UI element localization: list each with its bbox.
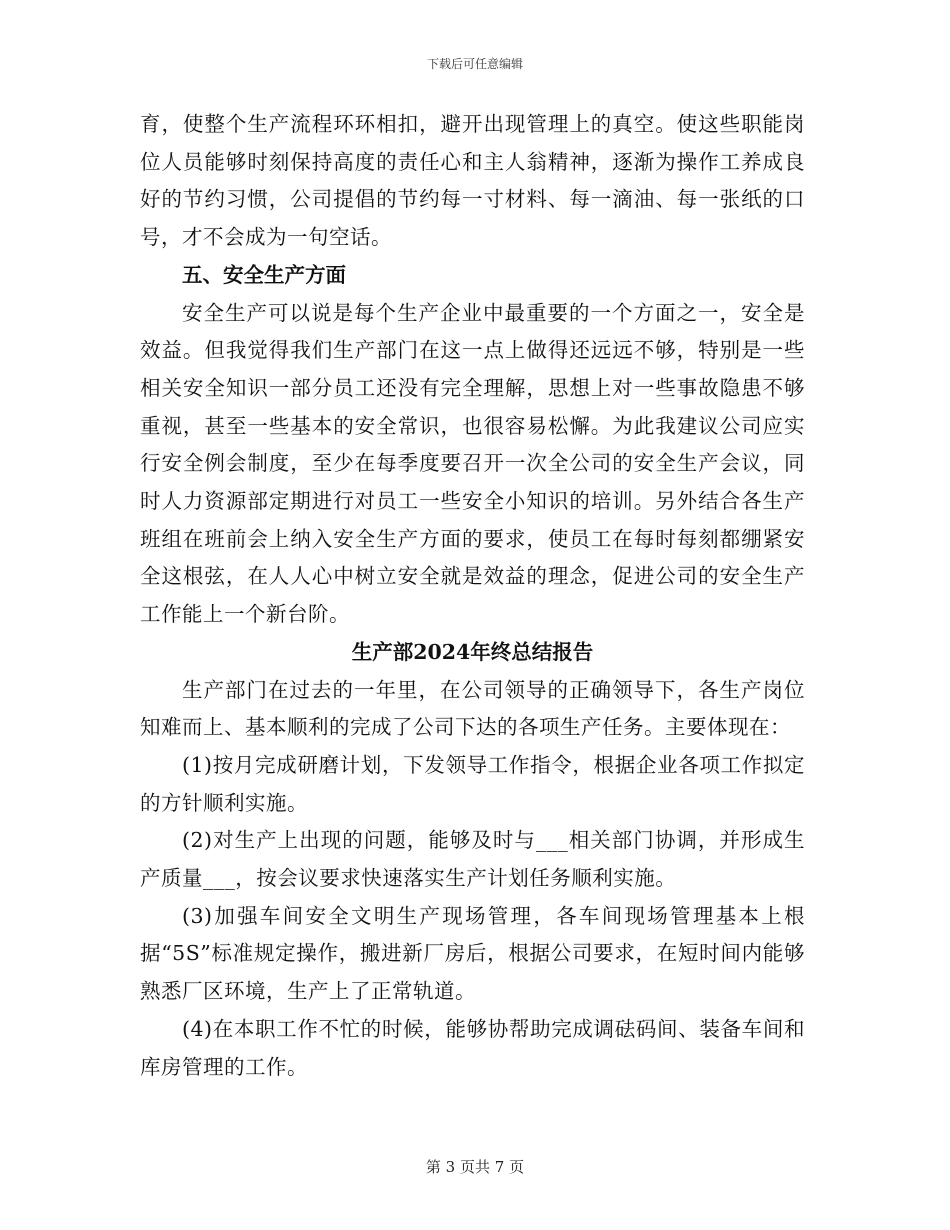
list-item-1: (1)按月完成研磨计划，下发领导工作指令，根据企业各项工作拟定的方针顺利实施。 — [140, 752, 805, 815]
list-item-4: (4)在本职工作不忙的时候，能够协帮助完成调砝码间、装备车间和库房管理的工作。 — [140, 1016, 805, 1079]
paragraph-continuation: 育，使整个生产流程环环相扣，避开出现管理上的真空。使这些职能岗位人员能够时刻保持高度的责任心和主人翁精神，逐渐为操作工养成良好的节约习惯，公司提倡的节约每一寸材料、每一滴油、每一张纸的口号，才不会成为一句空话。 — [140, 112, 805, 250]
page-number: 第 3 页共 7 页 — [425, 1158, 525, 1176]
page-header: 下载后可任意编辑 — [426, 57, 523, 71]
section-heading-safety: 五、安全生产方面 — [182, 262, 346, 287]
list-item-3: (3)加强车间安全文明生产现场管理，各车间现场管理基本上根据“5S”标准规定操作，搬进新厂房后，根据公司要求，在短时间内能够熟悉厂区环境，生产上了正常轨道。 — [140, 903, 805, 1004]
report-title: 生产部2024年终总结报告 — [351, 639, 594, 664]
list-item-2: (2)对生产上出现的问题，能够及时与___相关部门协调，并形成生产质量___，按会议要求快速落实生产计划任务顺利实施。 — [140, 828, 805, 891]
paragraph-intro: 生产部门在过去的一年里，在公司领导的正确领导下，各生产岗位知难而上、基本顺利的完成了公司下达的各项生产任务。主要体现在： — [140, 677, 805, 740]
paragraph-safety: 安全生产可以说是每个生产企业中最重要的一个方面之一，安全是效益。但我觉得我们生产部门在这一点上做得还远远不够，特别是一些相关安全知识一部分员工还没有完全理解，思想上对一些事故隐患不够重视，甚至一些基本的安全常识，也很容易松懈。为此我建议公司应实行安全例会制度，至少在每季度要召开一次全公司的安全生产会议，同时人力资源部定期进行对员工一些安全小知识的培训。另外结合各生产班组在班前会上纳入安全生产方面的要求，使员工在每时每刻都绷紧安全这根弦，在人人心中树立安全就是效益的理念，促进公司的安全生产工作能上一个新台阶。 — [140, 300, 805, 627]
document-body — [140, 106, 805, 1086]
